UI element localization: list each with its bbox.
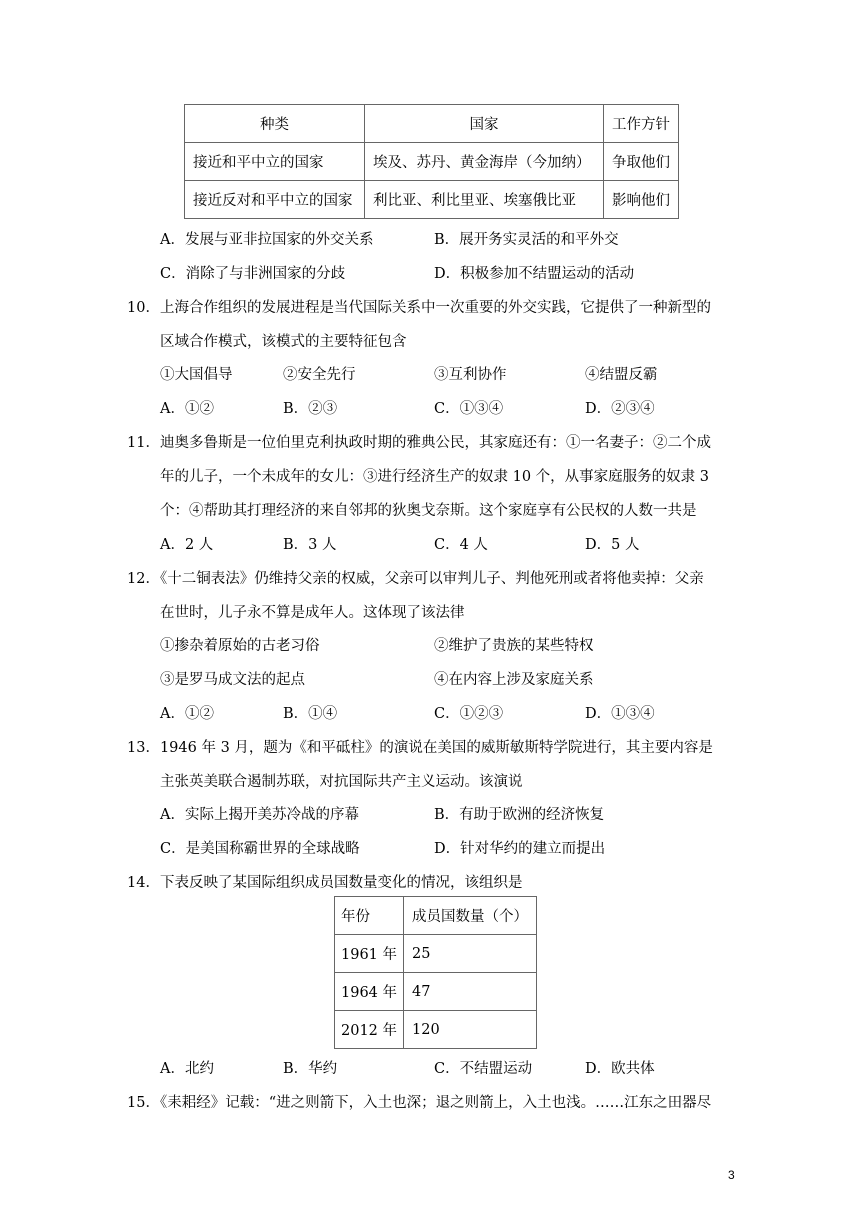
option-d: D．针对华约的建立而提出 bbox=[434, 841, 606, 857]
member-count-table bbox=[334, 896, 537, 1049]
option-b: B．华约 bbox=[283, 1061, 338, 1077]
option-a: A．北约 bbox=[160, 1061, 214, 1077]
statement-item: ③互利协作 bbox=[434, 367, 507, 383]
statement-item: ①掺杂着原始的古老习俗 bbox=[160, 638, 320, 654]
table-cell: 25 bbox=[404, 935, 537, 973]
option-b: B．②③ bbox=[283, 401, 338, 417]
policy-table bbox=[184, 104, 679, 219]
table-header: 成员国数量（个） bbox=[404, 897, 537, 935]
option-d: D．①③④ bbox=[585, 706, 655, 722]
table-header: 国家 bbox=[365, 105, 604, 143]
option-b: B．3 人 bbox=[283, 537, 337, 553]
option-d: D．欧共体 bbox=[585, 1061, 655, 1077]
question-11-line: 11．迪奥多鲁斯是一位伯里克利执政时期的雅典公民，其家庭还有：①一名妻子：②二个成 bbox=[127, 435, 711, 451]
statement-item: ④结盟反霸 bbox=[585, 367, 658, 383]
table-cell: 47 bbox=[404, 973, 537, 1011]
option-a: A．①② bbox=[160, 706, 214, 722]
question-11-line: 年的儿子，一个未成年的女儿：③进行经济生产的奴隶 10 个，从事家庭服务的奴隶 3 bbox=[160, 469, 710, 485]
table-cell: 2012 年 bbox=[335, 1011, 404, 1049]
option-c: C．是美国称霸世界的全球战略 bbox=[160, 841, 360, 857]
option-a: A．2 人 bbox=[160, 537, 214, 553]
table-cell: 影响他们 bbox=[604, 181, 679, 219]
option-c: C．消除了与非洲国家的分歧 bbox=[160, 266, 346, 282]
option-a: A．发展与亚非拉国家的外交关系 bbox=[160, 232, 374, 248]
question-13-line: 主张英美联合遏制苏联，对抗国际共产主义运动。该演说 bbox=[160, 774, 523, 790]
question-11-line: 个：④帮助其打理经济的来自邻邦的狄奥戈奈斯。这个家庭享有公民权的人数一共是 bbox=[160, 503, 697, 519]
table-cell: 接近反对和平中立的国家 bbox=[185, 181, 365, 219]
question-14-line: 14．下表反映了某国际组织成员国数量变化的情况，该组织是 bbox=[127, 875, 523, 891]
option-c: C．4 人 bbox=[434, 537, 488, 553]
option-d: D．②③④ bbox=[585, 401, 655, 417]
question-10-line: 区域合作模式，该模式的主要特征包含 bbox=[160, 334, 407, 350]
question-12-line: 在世时，儿子永不算是成年人。这体现了该法律 bbox=[160, 605, 465, 621]
option-b: B．展开务实灵活的和平外交 bbox=[434, 232, 619, 248]
table-cell: 1961 年 bbox=[335, 935, 404, 973]
table-header: 种类 bbox=[185, 105, 365, 143]
page-number: 3 bbox=[728, 1168, 735, 1182]
question-10-line: 10．上海合作组织的发展进程是当代国际关系中一次重要的外交实践，它提供了一种新型的 bbox=[127, 300, 711, 316]
table-cell: 120 bbox=[404, 1011, 537, 1049]
statement-item: ②安全先行 bbox=[283, 367, 356, 383]
table-cell: 利比亚、利比里亚、埃塞俄比亚 bbox=[365, 181, 604, 219]
option-a: A．①② bbox=[160, 401, 214, 417]
table-header: 工作方针 bbox=[604, 105, 679, 143]
statement-item: ④在内容上涉及家庭关系 bbox=[434, 672, 594, 688]
table-header: 年份 bbox=[335, 897, 404, 935]
statement-item: ③是罗马成文法的起点 bbox=[160, 672, 305, 688]
table-cell: 埃及、苏丹、黄金海岸（今加纳） bbox=[365, 143, 604, 181]
option-a: A．实际上揭开美苏冷战的序幕 bbox=[160, 807, 359, 823]
question-13-line: 13．1946 年 3 月，题为《和平砥柱》的演说在美国的威斯敏斯特学院进行，其主要内容是 bbox=[127, 740, 713, 756]
table-cell: 接近和平中立的国家 bbox=[185, 143, 365, 181]
statement-item: ②维护了贵族的某些特权 bbox=[434, 638, 594, 654]
question-15-line: 15．《耒耜经》记载：“进之则箭下，入土也深；退之则箭上，入土也浅。……江东之田器尽 bbox=[127, 1095, 712, 1111]
option-c: C．①②③ bbox=[434, 706, 504, 722]
option-c: C．①③④ bbox=[434, 401, 504, 417]
option-d: D．5 人 bbox=[585, 537, 640, 553]
table-cell: 争取他们 bbox=[604, 143, 679, 181]
statement-item: ①大国倡导 bbox=[160, 367, 233, 383]
option-b: B．有助于欧洲的经济恢复 bbox=[434, 807, 605, 823]
question-12-line: 12．《十二铜表法》仍维持父亲的权威，父亲可以审判儿子、判他死刑或者将他卖掉：父亲 bbox=[127, 571, 704, 587]
table-cell: 1964 年 bbox=[335, 973, 404, 1011]
option-b: B．①④ bbox=[283, 706, 338, 722]
option-d: D．积极参加不结盟运动的活动 bbox=[434, 266, 635, 282]
option-c: C．不结盟运动 bbox=[434, 1061, 533, 1077]
